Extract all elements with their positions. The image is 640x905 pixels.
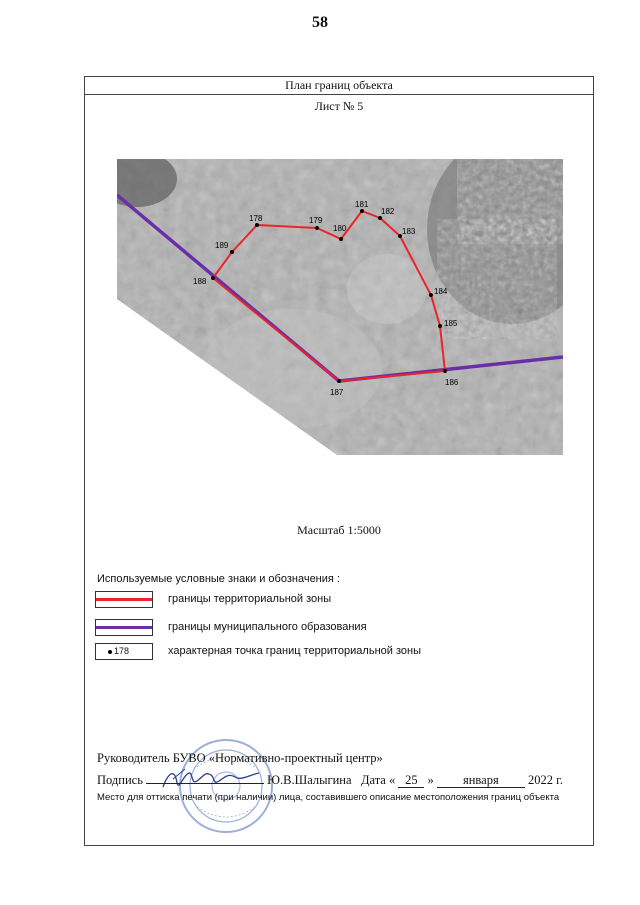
legend-swatch-zone xyxy=(95,591,153,608)
legend-item-zone-boundary xyxy=(95,591,575,609)
point-184 xyxy=(429,293,433,297)
point-dot-icon xyxy=(108,650,112,654)
point-label-179: 179 xyxy=(309,216,323,225)
legend-label: границы территориальной зоны xyxy=(168,593,332,605)
date-label: Дата « xyxy=(360,773,396,787)
point-181 xyxy=(360,209,364,213)
legend-label: границы муниципального образования xyxy=(168,621,367,633)
legend-title: Используемые условные знаки и обозначения : xyxy=(97,573,340,585)
legend-swatch-point xyxy=(95,643,153,660)
organization-head: Руководитель БУВО «Нормативно-проектный центр» xyxy=(97,751,383,765)
aerial-photo xyxy=(117,159,563,455)
aerial-map xyxy=(117,159,563,455)
point-186 xyxy=(443,369,447,373)
sheet-label: Лист № 5 xyxy=(314,99,364,113)
signer-name: Ю.В.Шалыгина xyxy=(267,773,352,787)
plan-frame xyxy=(84,76,594,846)
stamp-note: Место для оттиска печати (при наличии) лица, составившего описание местоположения границ объекта xyxy=(97,792,560,803)
point-label-181: 181 xyxy=(355,200,369,209)
legend-label: характерная точка границ территориальной зоны xyxy=(168,645,421,657)
point-label-180: 180 xyxy=(333,224,347,233)
legend-sample-number: 178 xyxy=(114,646,130,656)
legend-swatch-municipal xyxy=(95,619,153,636)
page-number: 58 xyxy=(312,14,328,31)
date-mid: » xyxy=(427,773,434,787)
frame-title: План границ объекта xyxy=(85,77,593,95)
point-178 xyxy=(255,223,259,227)
point-188 xyxy=(211,276,215,280)
point-185 xyxy=(438,324,442,328)
point-180 xyxy=(339,237,343,241)
point-label-189: 189 xyxy=(215,241,229,250)
point-label-184: 184 xyxy=(434,287,448,296)
point-label-188: 188 xyxy=(193,277,207,286)
point-label-183: 183 xyxy=(402,227,416,236)
date-day: 25 xyxy=(398,773,424,788)
signature-line xyxy=(97,769,587,787)
legend-item-point xyxy=(95,643,575,661)
signature-underline xyxy=(146,769,264,784)
point-182 xyxy=(378,216,382,220)
point-label-178: 178 xyxy=(249,214,263,223)
date-month: января xyxy=(437,773,525,788)
sign-label: Подпись xyxy=(97,773,143,787)
point-label-186: 186 xyxy=(445,378,459,387)
legend-item-municipal-boundary xyxy=(95,619,575,637)
point-189 xyxy=(230,250,234,254)
point-179 xyxy=(315,226,319,230)
point-label-185: 185 xyxy=(444,319,458,328)
point-label-187: 187 xyxy=(330,388,344,397)
point-187 xyxy=(337,379,341,383)
map-scale: Масштаб 1:5000 xyxy=(297,523,381,537)
date-year: 2022 г. xyxy=(527,773,563,787)
point-label-182: 182 xyxy=(381,207,395,216)
